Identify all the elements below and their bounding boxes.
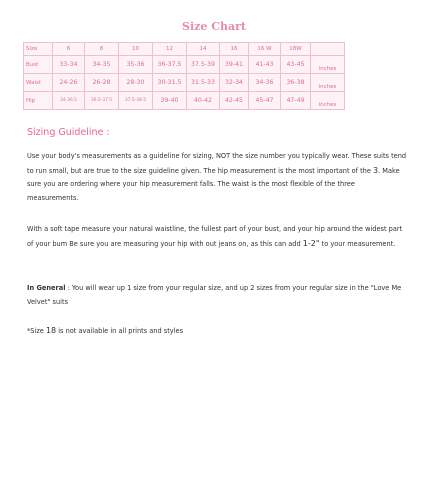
empty-cell	[311, 43, 345, 56]
table-cell: 26-28	[85, 74, 119, 92]
table-cell: 45-47	[249, 92, 281, 110]
size-header-cell: 18W	[281, 43, 311, 56]
table-cell: 35-36	[119, 56, 153, 74]
table-cell: 39-41	[220, 56, 249, 74]
table-cell: 36.5-37.5	[85, 92, 119, 110]
table-cell: 32-34	[220, 74, 249, 92]
guideline-number: 18	[45, 326, 57, 335]
in-general-label: In General	[27, 284, 66, 292]
guideline-number: 1-2"	[302, 238, 320, 248]
guideline-text: : You will wear up 1 size from your regular size, and up 2 sizes from your regular size in the "Love Me Velvet" suits	[27, 284, 402, 306]
table-cell: 41-43	[249, 56, 281, 74]
table-cell: 37.5-39	[187, 56, 220, 74]
size-header-cell: 14	[187, 43, 220, 56]
size-chart-table	[23, 42, 345, 110]
guideline-paragraph-3	[27, 282, 407, 309]
table-cell: 28-30	[119, 74, 153, 92]
size-header-cell: 10	[119, 43, 153, 56]
table-cell: 36-38	[281, 74, 311, 92]
table-cell: 47-49	[281, 92, 311, 110]
table-cell: 36-37.5	[153, 56, 187, 74]
table-row	[24, 92, 345, 110]
table-row	[24, 74, 345, 92]
table-cell: 43-45	[281, 56, 311, 74]
size-header-cell: 8	[85, 43, 119, 56]
table-cell: 24-26	[53, 74, 85, 92]
guideline-text: to your measurement.	[319, 239, 396, 248]
size-header-cell: 12	[153, 43, 187, 56]
table-cell: 34-36.5	[53, 92, 85, 110]
row-label-hip: Hip	[24, 92, 53, 110]
guideline-paragraph-2	[27, 223, 407, 251]
row-label-waist: Waist	[24, 74, 53, 92]
size-header-cell: 6	[53, 43, 85, 56]
size-header-cell: 16	[220, 43, 249, 56]
unit-label: inches	[311, 92, 345, 110]
unit-label: inches	[311, 74, 345, 92]
size-header-label: Size	[24, 43, 53, 56]
guideline-paragraph-4	[27, 324, 407, 339]
table-cell: 40-42	[187, 92, 220, 110]
guideline-text: . Make sure you are ordering where your hip measurement falls. The waist is the most flexible of the three measurements.	[27, 166, 400, 202]
table-cell: 42-45	[220, 92, 249, 110]
table-cell: 33-34	[53, 56, 85, 74]
guideline-text: With a soft tape measure your natural waistline, the fullest part of your bust, and your hip around the widest part of your bum Be sure you are measuring your hip with out jeans on, as this can add	[27, 225, 403, 248]
size-header-cell: 16 W	[249, 43, 281, 56]
row-label-bust: Bust	[24, 56, 53, 74]
unit-label: inches	[311, 56, 345, 74]
guideline-text: is not available in all prints and styles	[56, 327, 184, 335]
table-row	[24, 56, 345, 74]
table-cell: 34-35	[85, 56, 119, 74]
table-cell: 30-31.5	[153, 74, 187, 92]
table-cell: 31.5-33	[187, 74, 220, 92]
table-cell: 39-40	[153, 92, 187, 110]
table-cell: 37.5-38.5	[119, 92, 153, 110]
page-title: Size Chart	[182, 20, 246, 33]
guideline-number: 3	[373, 165, 379, 175]
guideline-text: *Size	[27, 327, 46, 335]
size-header-row	[24, 43, 345, 56]
sizing-guideline-heading: Sizing Guideline :	[27, 127, 110, 138]
table-cell: 34-36	[249, 74, 281, 92]
guideline-text: Use your body's measurements as a guideline for sizing, NOT the size number you typically wear. These suits tend to run small, but are true to the size guideline given. The hip measurement is the most important of the	[27, 152, 407, 175]
guideline-paragraph-1	[27, 150, 407, 205]
